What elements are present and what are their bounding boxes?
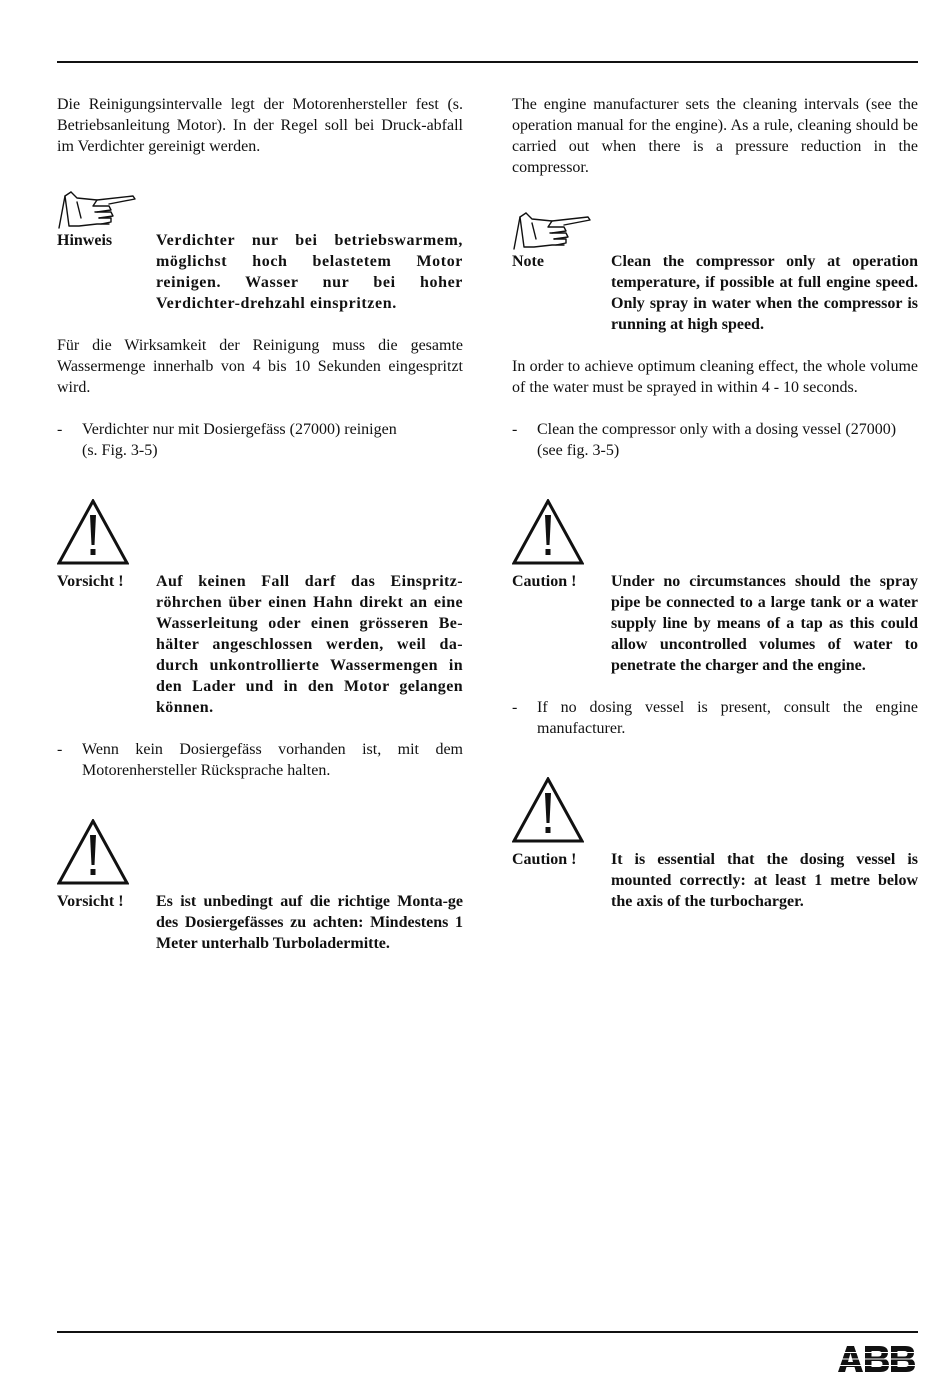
english-column [512,94,918,912]
caution-text-2-en: It is essential that the dosing vessel is mounted correctly: at least 1 metre below the axis of the turbocharger. [611,851,918,910]
abb-logo [838,1346,916,1372]
effectiveness-paragraph-de: Für die Wirksamkeit der Reinigung muss die gesamte Wassermenge innerhalb von 4 bis 10 Sekunden eingespritzt wird. [57,337,463,396]
note-block-en [512,211,918,335]
bullet-dosing-vessel-de [57,419,463,461]
intro-paragraph-de: Die Reinigungsintervalle legt der Motorenhersteller fest (s. Betriebsanleitung Motor). In der Regel soll bei Druck-abfall im Verdichter gereinigt werden. [57,96,463,155]
pointing-hand-icon [57,190,137,230]
caution-label-2-de: Vorsicht ! [57,893,124,910]
bullet-dash: - [57,421,63,438]
bullet-dash: - [57,741,63,758]
note-label-en: Note [512,253,544,270]
bullet-line-1: Verdichter nur mit Dosiergefäss (27000) reinigen [82,421,397,438]
warning-triangle-icon [512,499,584,565]
bullet-no-vessel-de [57,739,463,781]
note-block-de [57,190,463,314]
bullet-text: Wenn kein Dosiergefäss vorhanden ist, mit dem Motorenhersteller Rücksprache halten. [82,741,463,779]
note-text-de: Verdichter nur bei betriebswarmem, möglichst hoch belastetem Motor reinigen. Wasser nur bei hoher Verdichter-drehzahl einspritzen. [156,232,463,312]
caution-text-1-de: Auf keinen Fall darf das Einspritz-röhrchen über einen Hahn direkt an eine Wasserleitung oder einen grösseren Be-hälter angeschlossen werden, weil da-durch unkontrollierte Wassermengen in den Lader und in den Motor gelangen können. [156,573,463,716]
caution-block-2-en [512,777,918,912]
warning-triangle-icon [57,819,129,885]
caution-label-2-en: Caution ! [512,851,577,868]
caution-block-1-en [512,499,918,676]
effectiveness-paragraph-en: In order to achieve optimum cleaning effect, the whole volume of the water must be sprayed in within 4 - 10 seconds. [512,358,918,396]
caution-text-2-de: Es ist unbedingt auf die richtige Monta-ge des Dosiergefässes zu achten: Mindestens 1 Meter unterhalb Turboladermitte. [156,893,463,952]
german-column [57,94,463,954]
warning-triangle-icon [512,777,584,843]
caution-text-1-en: Under no circumstances should the spray pipe be connected to a large tank or a water supply line by means of a tap as this could allow uncontrolled volumes of water to penetrate the charger and the engine. [611,573,918,674]
bullet-text: If no dosing vessel is present, consult the engine manufacturer. [537,699,918,737]
bullet-dosing-vessel-en [512,419,918,461]
intro-paragraph-en: The engine manufacturer sets the cleaning intervals (see the operation manual for the engine). As a rule, cleaning should be carried out when there is a pressure reduction in the compressor. [512,96,918,176]
footer-rule [57,1331,918,1333]
caution-block-1-de [57,499,463,718]
caution-label-1-en: Caution ! [512,573,577,590]
note-text-en: Clean the compressor only at operation temperature, if possible at full engine speed. Only spray in water when the compressor is running at high speed. [611,253,918,333]
header-rule [57,61,918,63]
bullet-dash: - [512,699,518,716]
caution-block-2-de [57,819,463,954]
pointing-hand-icon [512,211,592,251]
bullet-line-2: (see fig. 3-5) [537,442,620,459]
bullet-line-1: Clean the compressor only with a dosing vessel (27000) [537,421,897,438]
warning-triangle-icon [57,499,129,565]
bullet-line-2: (s. Fig. 3-5) [82,442,158,459]
bullet-no-vessel-en [512,697,918,739]
note-label-de: Hinweis [57,232,113,249]
caution-label-1-de: Vorsicht ! [57,573,124,590]
bullet-dash: - [512,421,518,438]
